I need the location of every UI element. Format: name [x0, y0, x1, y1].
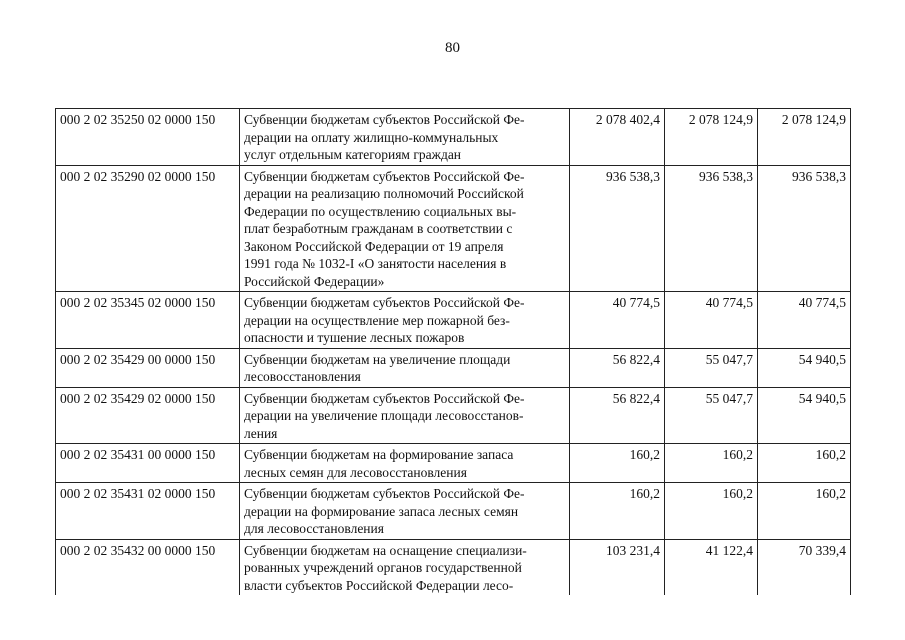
amount-year-1-cell: 2 078 402,4 — [570, 109, 665, 166]
description-cell — [240, 292, 570, 349]
description-cell — [240, 165, 570, 292]
description-line: Субвенции бюджетам на увеличение площади — [244, 351, 511, 367]
description-line: 1991 года № 1032-I «О занятости населения в — [244, 256, 507, 271]
budget-code-cell: 000 2 02 35250 02 0000 150 — [56, 109, 240, 166]
amount-year-3-cell: 2 078 124,9 — [758, 109, 851, 166]
description-line: Субвенции бюджетам на формирование запаса — [244, 447, 514, 462]
description-line: Российской Федерации» — [244, 273, 385, 289]
amount-year-3-cell: 160,2 — [758, 444, 851, 483]
amount-year-2-cell: 55 047,7 — [665, 387, 758, 444]
budget-code-cell: 000 2 02 35431 02 0000 150 — [56, 483, 240, 540]
description-cell — [240, 109, 570, 166]
budget-code-cell: 000 2 02 35431 00 0000 150 — [56, 444, 240, 483]
amount-year-3-cell: 54 940,5 — [758, 348, 851, 387]
amount-year-3-cell: 40 774,5 — [758, 292, 851, 349]
description-line: дерации на осуществление мер пожарной без- — [244, 312, 510, 328]
amount-year-3-cell: 936 538,3 — [758, 165, 851, 292]
table-row — [56, 109, 851, 166]
description-cell — [240, 539, 570, 595]
description-line: Законом Российской Федерации от 19 апреля — [244, 238, 504, 254]
table-row — [56, 444, 851, 483]
description-line: дерации на формирование запаса лесных семян — [244, 503, 519, 519]
description-cell — [240, 444, 570, 483]
amount-year-1-cell: 56 822,4 — [570, 387, 665, 444]
table-row — [56, 292, 851, 349]
description-line: Субвенции бюджетам субъектов Российской Фе- — [244, 168, 525, 184]
description-line: услуг отдельным категориям граждан — [244, 147, 462, 162]
description-line: лесных семян для лесовосстановления — [244, 464, 467, 480]
description-line: рованных учреждений органов государственной — [244, 560, 522, 575]
amount-year-2-cell: 40 774,5 — [665, 292, 758, 349]
description-line: для лесовосстановления — [244, 521, 384, 536]
budget-code-cell: 000 2 02 35290 02 0000 150 — [56, 165, 240, 292]
budget-table-body — [56, 109, 851, 596]
amount-year-3-cell: 70 339,4 — [758, 539, 851, 595]
table-row — [56, 539, 851, 595]
description-line: Федерации по осуществлению социальных вы- — [244, 203, 517, 219]
amount-year-2-cell: 55 047,7 — [665, 348, 758, 387]
description-cell — [240, 387, 570, 444]
budget-code-cell: 000 2 02 35429 00 0000 150 — [56, 348, 240, 387]
budget-code-cell: 000 2 02 35429 02 0000 150 — [56, 387, 240, 444]
amount-year-3-cell: 160,2 — [758, 483, 851, 540]
amount-year-2-cell: 160,2 — [665, 444, 758, 483]
description-line: дерации на увеличение площади лесовосстанов- — [244, 408, 524, 423]
description-line: власти субъектов Российской Федерации лесо- — [244, 577, 514, 593]
amount-year-2-cell: 936 538,3 — [665, 165, 758, 292]
page-number: 80 — [445, 40, 460, 56]
description-line: опасности и тушение лесных пожаров — [244, 330, 465, 345]
amount-year-1-cell: 103 231,4 — [570, 539, 665, 595]
description-line: дерации на оплату жилищно-коммунальных — [244, 129, 499, 145]
amount-year-1-cell: 160,2 — [570, 444, 665, 483]
description-line: Субвенции бюджетам на оснащение специализи- — [244, 542, 527, 558]
amount-year-1-cell: 936 538,3 — [570, 165, 665, 292]
description-line: ления — [244, 425, 278, 441]
table-row — [56, 348, 851, 387]
amount-year-2-cell: 41 122,4 — [665, 539, 758, 595]
amount-year-1-cell: 160,2 — [570, 483, 665, 540]
amount-year-2-cell: 2 078 124,9 — [665, 109, 758, 166]
budget-code-cell: 000 2 02 35432 00 0000 150 — [56, 539, 240, 595]
budget-code-cell: 000 2 02 35345 02 0000 150 — [56, 292, 240, 349]
amount-year-1-cell: 56 822,4 — [570, 348, 665, 387]
description-line: Субвенции бюджетам субъектов Российской Фе- — [244, 486, 525, 501]
budget-table — [55, 108, 851, 595]
description-cell — [240, 483, 570, 540]
description-line: лесовосстановления — [244, 369, 361, 384]
table-row — [56, 165, 851, 292]
table-row — [56, 483, 851, 540]
amount-year-3-cell: 54 940,5 — [758, 387, 851, 444]
description-line: дерации на реализацию полномочий Российской — [244, 186, 524, 201]
description-line: Субвенции бюджетам субъектов Российской Фе- — [244, 390, 525, 406]
description-line: Субвенции бюджетам субъектов Российской Фе- — [244, 295, 525, 310]
amount-year-1-cell: 40 774,5 — [570, 292, 665, 349]
table-row — [56, 387, 851, 444]
description-line: Субвенции бюджетам субъектов Российской Фе- — [244, 112, 525, 127]
amount-year-2-cell: 160,2 — [665, 483, 758, 540]
description-line: плат безработным гражданам в соответствии с — [244, 221, 513, 236]
description-cell — [240, 348, 570, 387]
